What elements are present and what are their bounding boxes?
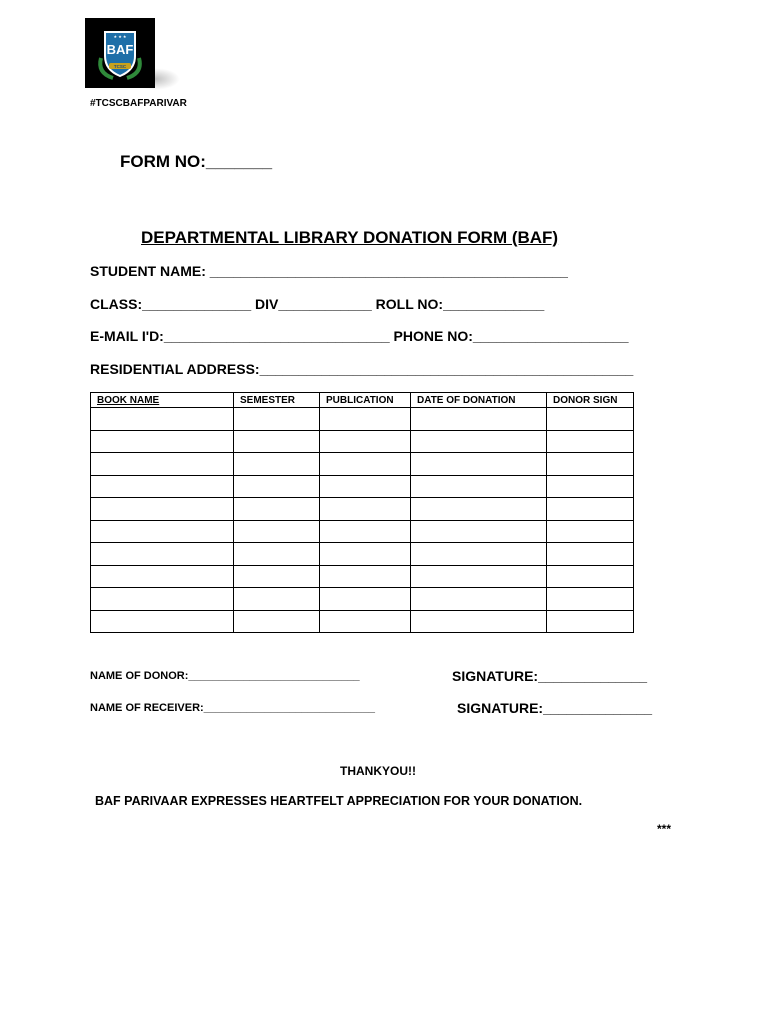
table-cell xyxy=(411,408,547,431)
table-cell xyxy=(91,408,234,431)
form-number: FORM NO:_______ xyxy=(120,152,273,171)
table-row xyxy=(91,408,634,431)
table-cell xyxy=(547,543,634,566)
table-cell xyxy=(234,408,320,431)
table-cell xyxy=(320,430,411,453)
table-cell xyxy=(91,565,234,588)
table-cell xyxy=(234,610,320,633)
table-row xyxy=(91,475,634,498)
baf-logo xyxy=(85,18,155,88)
table-cell xyxy=(234,475,320,498)
table-cell xyxy=(320,498,411,521)
table-row xyxy=(91,430,634,453)
address-field: RESIDENTIAL ADDRESS:________________________________________________ xyxy=(90,361,634,377)
table-cell xyxy=(411,475,547,498)
table-cell xyxy=(547,565,634,588)
table-cell xyxy=(91,453,234,476)
column-header-date-of-donation: DATE OF DONATION xyxy=(411,393,547,408)
table-cell xyxy=(234,543,320,566)
table-cell xyxy=(320,610,411,633)
table-cell xyxy=(411,610,547,633)
table-cell xyxy=(91,588,234,611)
table-cell xyxy=(234,430,320,453)
table-row xyxy=(91,543,634,566)
table-cell xyxy=(320,408,411,431)
receiver-signature-field: SIGNATURE:______________ xyxy=(457,700,653,716)
table-cell xyxy=(411,588,547,611)
thank-you-text: THANKYOU!! xyxy=(340,764,416,778)
table-row xyxy=(91,520,634,543)
table-cell xyxy=(320,565,411,588)
table-cell xyxy=(91,498,234,521)
appreciation-text: BAF PARIVAAR EXPRESSES HEARTFELT APPRECIATION FOR YOUR DONATION. xyxy=(95,794,583,808)
table-cell xyxy=(91,610,234,633)
hashtag: #TCSCBAFPARIVAR xyxy=(90,98,187,109)
table-row xyxy=(91,498,634,521)
table-cell xyxy=(91,475,234,498)
page-title: DEPARTMENTAL LIBRARY DONATION FORM (BAF) xyxy=(141,228,559,247)
table-cell xyxy=(411,498,547,521)
table-row xyxy=(91,610,634,633)
table-cell xyxy=(411,430,547,453)
column-header-book-name: BOOK NAME xyxy=(91,393,234,408)
donor-name-field: NAME OF DONOR:____________________________ xyxy=(90,670,360,682)
table-cell xyxy=(234,453,320,476)
baf-shield-icon xyxy=(85,18,155,88)
donor-signature-field: SIGNATURE:______________ xyxy=(452,668,648,684)
column-header-semester: SEMESTER xyxy=(234,393,320,408)
logo-text: BAF xyxy=(106,42,134,57)
receiver-name-field: NAME OF RECEIVER:____________________________ xyxy=(90,702,375,714)
donation-table xyxy=(90,392,634,633)
table-cell xyxy=(320,475,411,498)
table-cell xyxy=(320,588,411,611)
table-cell xyxy=(234,498,320,521)
table-cell xyxy=(547,520,634,543)
svg-text:★ ★ ★: ★ ★ ★ xyxy=(113,34,127,39)
logo-subtext: TCSC xyxy=(113,63,127,69)
student-name-field: STUDENT NAME: ______________________________________________ xyxy=(90,263,568,279)
column-header-publication: PUBLICATION xyxy=(320,393,411,408)
table-cell xyxy=(91,520,234,543)
table-row xyxy=(91,565,634,588)
table-cell xyxy=(411,543,547,566)
table-cell xyxy=(320,520,411,543)
table-cell xyxy=(320,543,411,566)
table-cell xyxy=(320,453,411,476)
table-cell xyxy=(547,408,634,431)
column-header-donor-sign: DONOR SIGN xyxy=(547,393,634,408)
table-cell xyxy=(91,430,234,453)
table-header-row xyxy=(91,393,634,408)
table-row xyxy=(91,588,634,611)
table-cell xyxy=(547,453,634,476)
table-cell xyxy=(547,588,634,611)
class-div-roll-field: CLASS:______________ DIV____________ ROLL NO:_____________ xyxy=(90,296,545,312)
table-cell xyxy=(547,430,634,453)
table-cell xyxy=(547,475,634,498)
table-cell xyxy=(411,453,547,476)
table-row xyxy=(91,453,634,476)
closing-stars: *** xyxy=(657,822,672,836)
table-cell xyxy=(234,588,320,611)
table-cell xyxy=(234,565,320,588)
table-cell xyxy=(234,520,320,543)
table-cell xyxy=(547,498,634,521)
table-cell xyxy=(411,520,547,543)
table-cell xyxy=(411,565,547,588)
table-cell xyxy=(91,543,234,566)
table-cell xyxy=(547,610,634,633)
email-phone-field: E-MAIL I'D:_____________________________ PHONE NO:____________________ xyxy=(90,328,629,344)
